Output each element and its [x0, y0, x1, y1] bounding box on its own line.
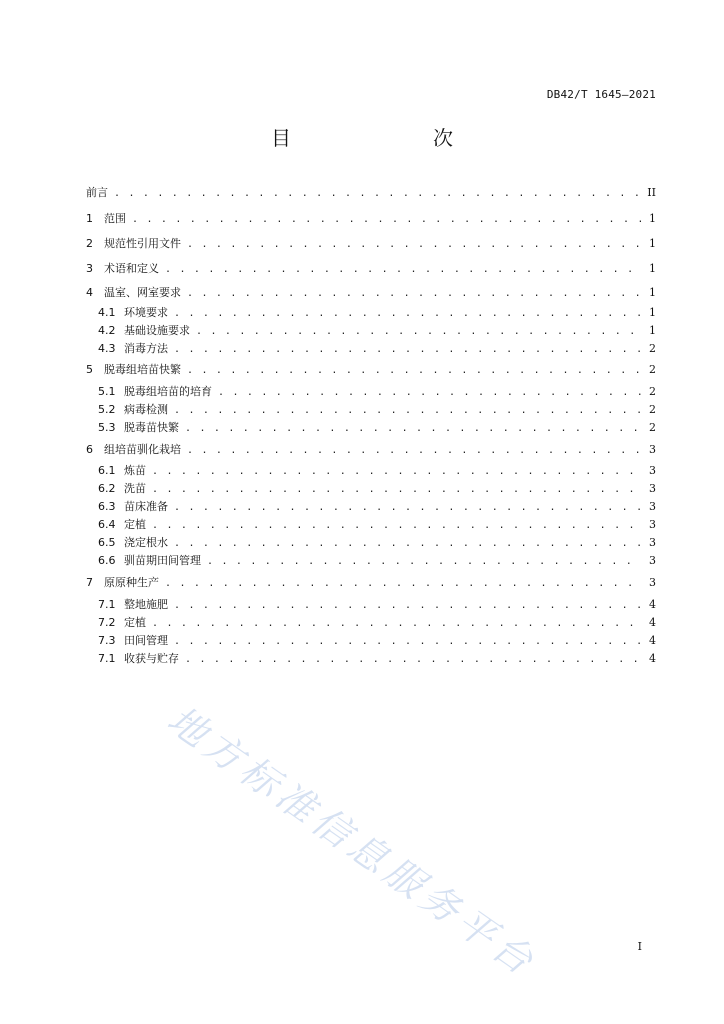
toc-entry-number: 5.1: [98, 385, 116, 398]
toc-entry-page: 2: [649, 421, 656, 434]
toc-entry-page: 1: [649, 212, 656, 225]
toc-entry-label: 脱毒组培苗快繁: [104, 363, 181, 376]
toc-entry-number: 6.6: [98, 554, 116, 567]
toc-entry-page: 4: [649, 652, 656, 665]
toc-entry-number: 5.2: [98, 403, 116, 416]
toc-leader-dots: [132, 211, 642, 229]
toc-leader-dots: [152, 517, 642, 535]
toc-entry-label: 驯苗期田间管理: [124, 554, 201, 567]
toc-entry-label: 温室、网室要求: [104, 286, 181, 299]
toc-entry-page: 3: [649, 464, 656, 477]
toc-entry-number: 6.5: [98, 536, 116, 549]
toc-entry-number: 7.1: [98, 598, 116, 611]
toc-entry-number: 1: [86, 212, 93, 225]
toc-entry-page: 3: [649, 536, 656, 549]
toc-entry[interactable]: [86, 419, 656, 437]
toc-entry-label: 定植: [124, 518, 146, 531]
toc-entry[interactable]: [86, 480, 656, 498]
toc-entry-number: 6: [86, 443, 93, 456]
toc-leader-dots: [152, 463, 642, 481]
toc-entry[interactable]: [86, 614, 656, 632]
toc-entry-page: 2: [649, 385, 656, 398]
toc-entry-label: 定植: [124, 616, 146, 629]
toc-leader-dots: [187, 236, 642, 254]
standard-code: DB42/T 1645—2021: [546, 88, 656, 101]
toc-entry-number: 4.3: [98, 342, 116, 355]
toc-entry[interactable]: [86, 184, 656, 202]
toc-entry-number: 4: [86, 286, 93, 299]
toc-entry-page: 1: [649, 262, 656, 275]
toc-entry-page: II: [647, 186, 656, 199]
toc-entry-page: 1: [649, 324, 656, 337]
footer-page-number: I: [637, 940, 642, 953]
toc-entry-number: 3: [86, 262, 93, 275]
toc-leader-dots: [165, 261, 642, 279]
toc-entry[interactable]: [86, 552, 656, 570]
toc-entry-page: 4: [649, 598, 656, 611]
toc-entry-page: 3: [649, 443, 656, 456]
toc-entry-label: 病毒检测: [124, 403, 168, 416]
toc-entry[interactable]: [86, 441, 656, 459]
toc-entry-label: 原原种生产: [104, 576, 159, 589]
toc-entry-label: 术语和定义: [104, 262, 159, 275]
toc-entry-number: 5: [86, 363, 93, 376]
watermark: 地方标准信息服务平台: [159, 697, 546, 986]
toc-entry-label: 消毒方法: [124, 342, 168, 355]
toc-leader-dots: [185, 651, 642, 669]
toc-entry-page: 3: [649, 554, 656, 567]
toc-entry-label: 浇定根水: [124, 536, 168, 549]
toc-entry[interactable]: [86, 260, 656, 278]
toc-entry-page: 3: [649, 576, 656, 589]
toc-leader-dots: [174, 499, 642, 517]
toc-leader-dots: [174, 633, 642, 651]
toc-entry-label: 脱毒苗快繁: [124, 421, 179, 434]
toc-entry-page: 2: [649, 363, 656, 376]
toc-leader-dots: [174, 341, 642, 359]
toc-entry-page: 1: [649, 237, 656, 250]
toc-entry-label: 范围: [104, 212, 126, 225]
toc-entry-number: 6.1: [98, 464, 116, 477]
toc-leader-dots: [185, 420, 642, 438]
toc-entry-label: 整地施肥: [124, 598, 168, 611]
toc-leader-dots: [174, 305, 642, 323]
toc-entry[interactable]: [86, 210, 656, 228]
toc-entry-label: 收获与贮存: [124, 652, 179, 665]
toc-entry[interactable]: [86, 650, 656, 668]
toc-entry[interactable]: [86, 498, 656, 516]
toc-entry-number: 7: [86, 576, 93, 589]
toc-entry[interactable]: [86, 516, 656, 534]
toc-entry[interactable]: [86, 534, 656, 552]
toc-leader-dots: [174, 402, 642, 420]
toc-entry-page: 4: [649, 634, 656, 647]
toc-entry-label: 组培苗驯化栽培: [104, 443, 181, 456]
toc-entry[interactable]: [86, 632, 656, 650]
toc-entry-page: 1: [649, 306, 656, 319]
toc-leader-dots: [165, 575, 642, 593]
toc-entry-page: 4: [649, 616, 656, 629]
toc-entry-number: 4.1: [98, 306, 116, 319]
toc-leader-dots: [196, 323, 642, 341]
toc-entry[interactable]: [86, 401, 656, 419]
toc-leader-dots: [187, 362, 642, 380]
toc-entry-page: 1: [649, 286, 656, 299]
toc-entry-label: 洗苗: [124, 482, 146, 495]
toc-leader-dots: [174, 535, 642, 553]
toc-entry-label: 环境要求: [124, 306, 168, 319]
toc-entry[interactable]: [86, 322, 656, 340]
toc-leader-dots: [207, 553, 642, 571]
toc-entry-number: 7.2: [98, 616, 116, 629]
toc-leader-dots: [218, 384, 642, 402]
toc-entry-number: 6.2: [98, 482, 116, 495]
toc-entry-number: 7.1: [98, 652, 116, 665]
toc-entry[interactable]: [86, 284, 656, 302]
toc-entry[interactable]: [86, 361, 656, 379]
toc-entry-label: 前言: [86, 186, 108, 199]
toc-entry-number: 2: [86, 237, 93, 250]
toc-leader-dots: [152, 481, 642, 499]
toc-entry-page: 2: [649, 342, 656, 355]
toc-entry-label: 炼苗: [124, 464, 146, 477]
toc-entry-page: 3: [649, 482, 656, 495]
toc-entry-number: 4.2: [98, 324, 116, 337]
toc-entry[interactable]: [86, 462, 656, 480]
toc-leader-dots: [187, 442, 642, 460]
toc-entry[interactable]: [86, 235, 656, 253]
toc-entry-label: 基础设施要求: [124, 324, 190, 337]
toc-entry-label: 规范性引用文件: [104, 237, 181, 250]
toc-entry[interactable]: [86, 383, 656, 401]
toc-entry-label: 苗床准备: [124, 500, 168, 513]
toc-entry[interactable]: [86, 304, 656, 322]
toc-entry-number: 6.3: [98, 500, 116, 513]
toc-entry-page: 2: [649, 403, 656, 416]
toc-leader-dots: [187, 285, 642, 303]
toc-leader-dots: [152, 615, 642, 633]
page-title: 目 次: [271, 126, 487, 150]
toc-leader-dots: [114, 185, 642, 203]
toc-entry-number: 6.4: [98, 518, 116, 531]
toc-entry[interactable]: [86, 340, 656, 358]
toc-entry-number: 7.3: [98, 634, 116, 647]
toc-entry-number: 5.3: [98, 421, 116, 434]
toc-entry-label: 脱毒组培苗的培育: [124, 385, 212, 398]
toc-entry-label: 田间管理: [124, 634, 168, 647]
toc-entry-page: 3: [649, 500, 656, 513]
toc-leader-dots: [174, 597, 642, 615]
toc-entry-page: 3: [649, 518, 656, 531]
toc-entry[interactable]: [86, 574, 656, 592]
toc-entry[interactable]: [86, 596, 656, 614]
